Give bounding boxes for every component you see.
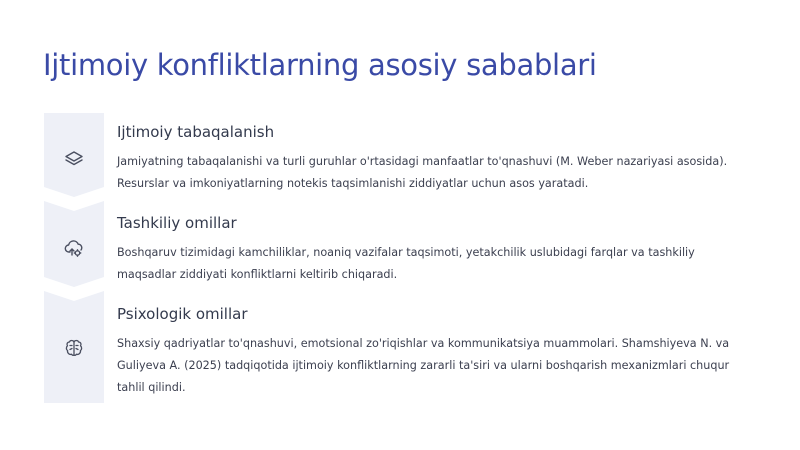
- brain-icon: [62, 336, 86, 360]
- item-description-psychological-factors: Shaxsiy qadriyatlar to'qnashuvi, emotsional zo'riqishlar va kommunikatsiya muammolari. Shamshiyeva N. va Guliyeva A. (2025) tadqiqotida ijtimoiy konfliktlarning zararli ta'siri va ularni boshqarish mexanizmlari chuqur tahlil qilindi.: [117, 337, 730, 394]
- item-title-psychological-factors: Psixologik omillar: [117, 305, 248, 323]
- item-description-organizational-factors: Boshqaruv tizimidagi kamchiliklar, noaniq vazifalar taqsimoti, yetakchilik uslubidagi farqlar va tashkiliy maqsadlar ziddiyati konfliktlarni keltirib chiqaradi.: [117, 246, 695, 281]
- item-title-social-stratification: Ijtimoiy tabaqalanish: [117, 123, 275, 141]
- layers-icon: [62, 147, 86, 171]
- item-description-social-stratification: Jamiyatning tabaqalanishi va turli guruhlar o'rtasidagi manfaatlar to'qnashuvi (M. Weber nazariyasi asosida). Resurslar va imkoniyatlarning notekis taqsimlanishi ziddiyatlar uchun asos yaratadi.: [117, 155, 728, 190]
- cloud-settings-icon: [62, 236, 86, 260]
- item-title-organizational-factors: Tashkiliy omillar: [117, 214, 237, 232]
- slide-title: Ijtimoiy konfliktlarning asosiy sabablari: [43, 48, 597, 82]
